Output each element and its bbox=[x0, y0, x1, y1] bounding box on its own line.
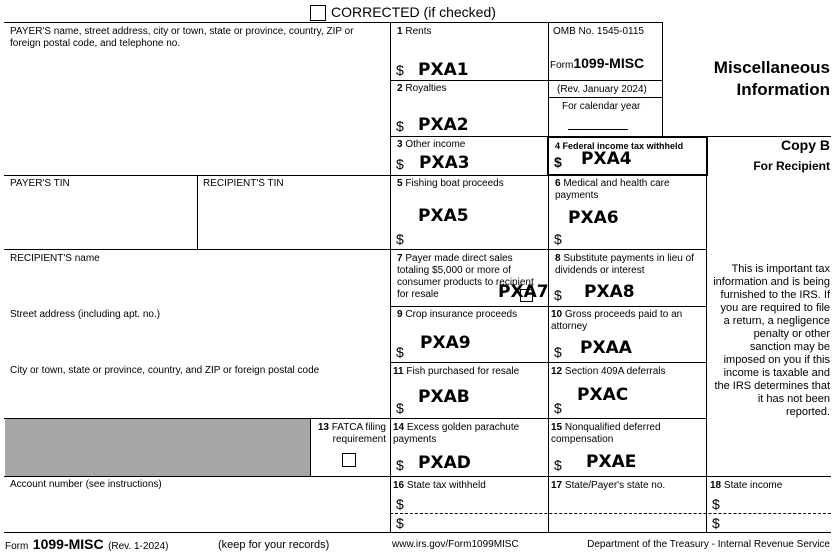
box12-value[interactable]: PXAC bbox=[577, 385, 629, 405]
footer-url: www.irs.gov/Form1099MISC bbox=[392, 539, 519, 550]
footer-dept: Department of the Treasury - Internal Revenue Service bbox=[587, 539, 830, 550]
box1-value[interactable]: PXA1 bbox=[418, 60, 469, 80]
box12-dollar: $ bbox=[554, 400, 562, 416]
footer-keep: (keep for your records) bbox=[218, 539, 330, 551]
box8-dollar: $ bbox=[554, 287, 562, 303]
calendar-year-label: For calendar year bbox=[562, 101, 641, 112]
box10-label: 10 Gross proceeds paid to an attorney bbox=[551, 309, 683, 332]
box14-label: 14 Excess golden parachute payments bbox=[393, 422, 520, 445]
box13-label: 13 FATCA filing requirement bbox=[317, 422, 386, 445]
box2-value[interactable]: PXA2 bbox=[418, 115, 469, 135]
box4-value[interactable]: PXA4 bbox=[581, 149, 632, 169]
box14-value[interactable]: PXAD bbox=[418, 453, 471, 473]
box5-dollar: $ bbox=[396, 231, 404, 247]
box3-dollar: $ bbox=[396, 156, 404, 172]
box11-value[interactable]: PXAB bbox=[418, 387, 470, 407]
rule-right-col bbox=[706, 136, 707, 532]
form-title: Miscellaneous Information bbox=[713, 58, 830, 99]
box9-dollar: $ bbox=[396, 344, 404, 360]
payer-name-label: PAYER'S name, street address, city or town, state or province, country, ZIP or foreign postal code, and telephone no. bbox=[10, 26, 354, 49]
rule-box1-bottom bbox=[390, 80, 548, 81]
box5-value[interactable]: PXA5 bbox=[418, 206, 469, 226]
box3-value[interactable]: PXA3 bbox=[419, 153, 470, 173]
calendar-year-blank bbox=[568, 129, 628, 130]
rule-tin-divider bbox=[197, 175, 198, 249]
street-address-label: Street address (including apt. no.) bbox=[10, 309, 161, 320]
box16-label: 16 State tax withheld bbox=[393, 480, 486, 491]
box2-label: 2 Royalties bbox=[397, 83, 447, 94]
rule-box2-bottom bbox=[390, 136, 548, 137]
account-number-label: Account number (see instructions) bbox=[10, 479, 162, 490]
box8-value[interactable]: PXA8 bbox=[584, 282, 635, 302]
important-notice: This is important tax information and is being furnished to the IRS. If you are required to file a return, a negligence penalty or other sanction may be imposed on you if this income is taxable and the IRS determines that it has not been reported. bbox=[713, 263, 830, 418]
rule-omb-right bbox=[662, 22, 663, 136]
fatca-checkbox[interactable] bbox=[342, 453, 356, 467]
rule-bottom bbox=[4, 532, 831, 533]
payer-tin-label: PAYER'S TIN bbox=[10, 178, 70, 189]
box10-dollar: $ bbox=[554, 344, 562, 360]
corrected-label: CORRECTED (if checked) bbox=[331, 4, 496, 20]
box4-label: 4 Federal income tax withheld bbox=[555, 141, 684, 151]
recipient-name-label: RECIPIENT'S name bbox=[10, 253, 100, 264]
omb-number: OMB No. 1545-0115 bbox=[553, 26, 644, 37]
box15-value[interactable]: PXAE bbox=[586, 452, 637, 472]
rule-omb-form bbox=[548, 80, 662, 81]
shaded-area bbox=[5, 419, 310, 476]
box11-dollar: $ bbox=[396, 400, 404, 416]
box3-label: 3 Other income bbox=[397, 139, 466, 150]
box1-label: 1 Rents bbox=[397, 26, 432, 37]
box18-dollar-2: $ bbox=[712, 515, 720, 531]
box16-dollar-1: $ bbox=[396, 496, 404, 512]
box9-value[interactable]: PXA9 bbox=[420, 333, 471, 353]
box9-label: 9 Crop insurance proceeds bbox=[397, 309, 518, 320]
box5-label: 5 Fishing boat proceeds bbox=[397, 178, 504, 189]
for-recipient: For Recipient bbox=[753, 159, 830, 173]
rule-col2-divider bbox=[548, 22, 549, 532]
box2-dollar: $ bbox=[396, 118, 404, 134]
box6-dollar: $ bbox=[554, 231, 562, 247]
box7-label: 7 Payer made direct sales totaling $5,000 or more of consumer products to recipient for resale bbox=[397, 253, 534, 300]
box15-label: 15 Nonqualified deferred compensation bbox=[551, 422, 661, 445]
box8-label: 8 Substitute payments in lieu of dividends or interest bbox=[555, 253, 694, 276]
box16-dollar-2: $ bbox=[396, 515, 404, 531]
box18-dollar-1: $ bbox=[712, 496, 720, 512]
rule-tin-bottom bbox=[4, 249, 706, 250]
footer-form-id: Form 1099-MISC (Rev. 1-2024) bbox=[5, 536, 169, 552]
form-id: Form1099-MISC bbox=[550, 55, 645, 71]
copy-b: Copy B bbox=[781, 137, 830, 153]
box12-label: 12 Section 409A deferrals bbox=[551, 366, 666, 377]
box18-label: 18 State income bbox=[710, 480, 783, 491]
box14-dollar: $ bbox=[396, 457, 404, 473]
box1-dollar: $ bbox=[396, 62, 404, 78]
box6-label: 6 Medical and health care payments bbox=[555, 178, 670, 201]
box6-value[interactable]: PXA6 bbox=[568, 208, 619, 228]
box10-value[interactable]: PXAA bbox=[580, 338, 632, 358]
rule-main-divider bbox=[390, 22, 391, 532]
box15-dollar: $ bbox=[554, 457, 562, 473]
box17-label: 17 State/Payer's state no. bbox=[551, 480, 666, 491]
rule-fatca-divider bbox=[310, 418, 311, 476]
city-label: City or town, state or province, country, and ZIP or foreign postal code bbox=[10, 365, 320, 376]
rule-top bbox=[4, 22, 662, 23]
recipient-tin-label: RECIPIENT'S TIN bbox=[203, 178, 284, 189]
box11-label: 11 Fish purchased for resale bbox=[393, 366, 520, 377]
state-dashed-rule bbox=[390, 513, 831, 514]
corrected-checkbox[interactable] bbox=[310, 5, 326, 21]
box7-value[interactable]: PXA7 bbox=[498, 282, 549, 302]
box4-dollar: $ bbox=[554, 154, 562, 170]
rev-date: (Rev. January 2024) bbox=[557, 84, 647, 95]
rule-rev bbox=[548, 97, 662, 98]
